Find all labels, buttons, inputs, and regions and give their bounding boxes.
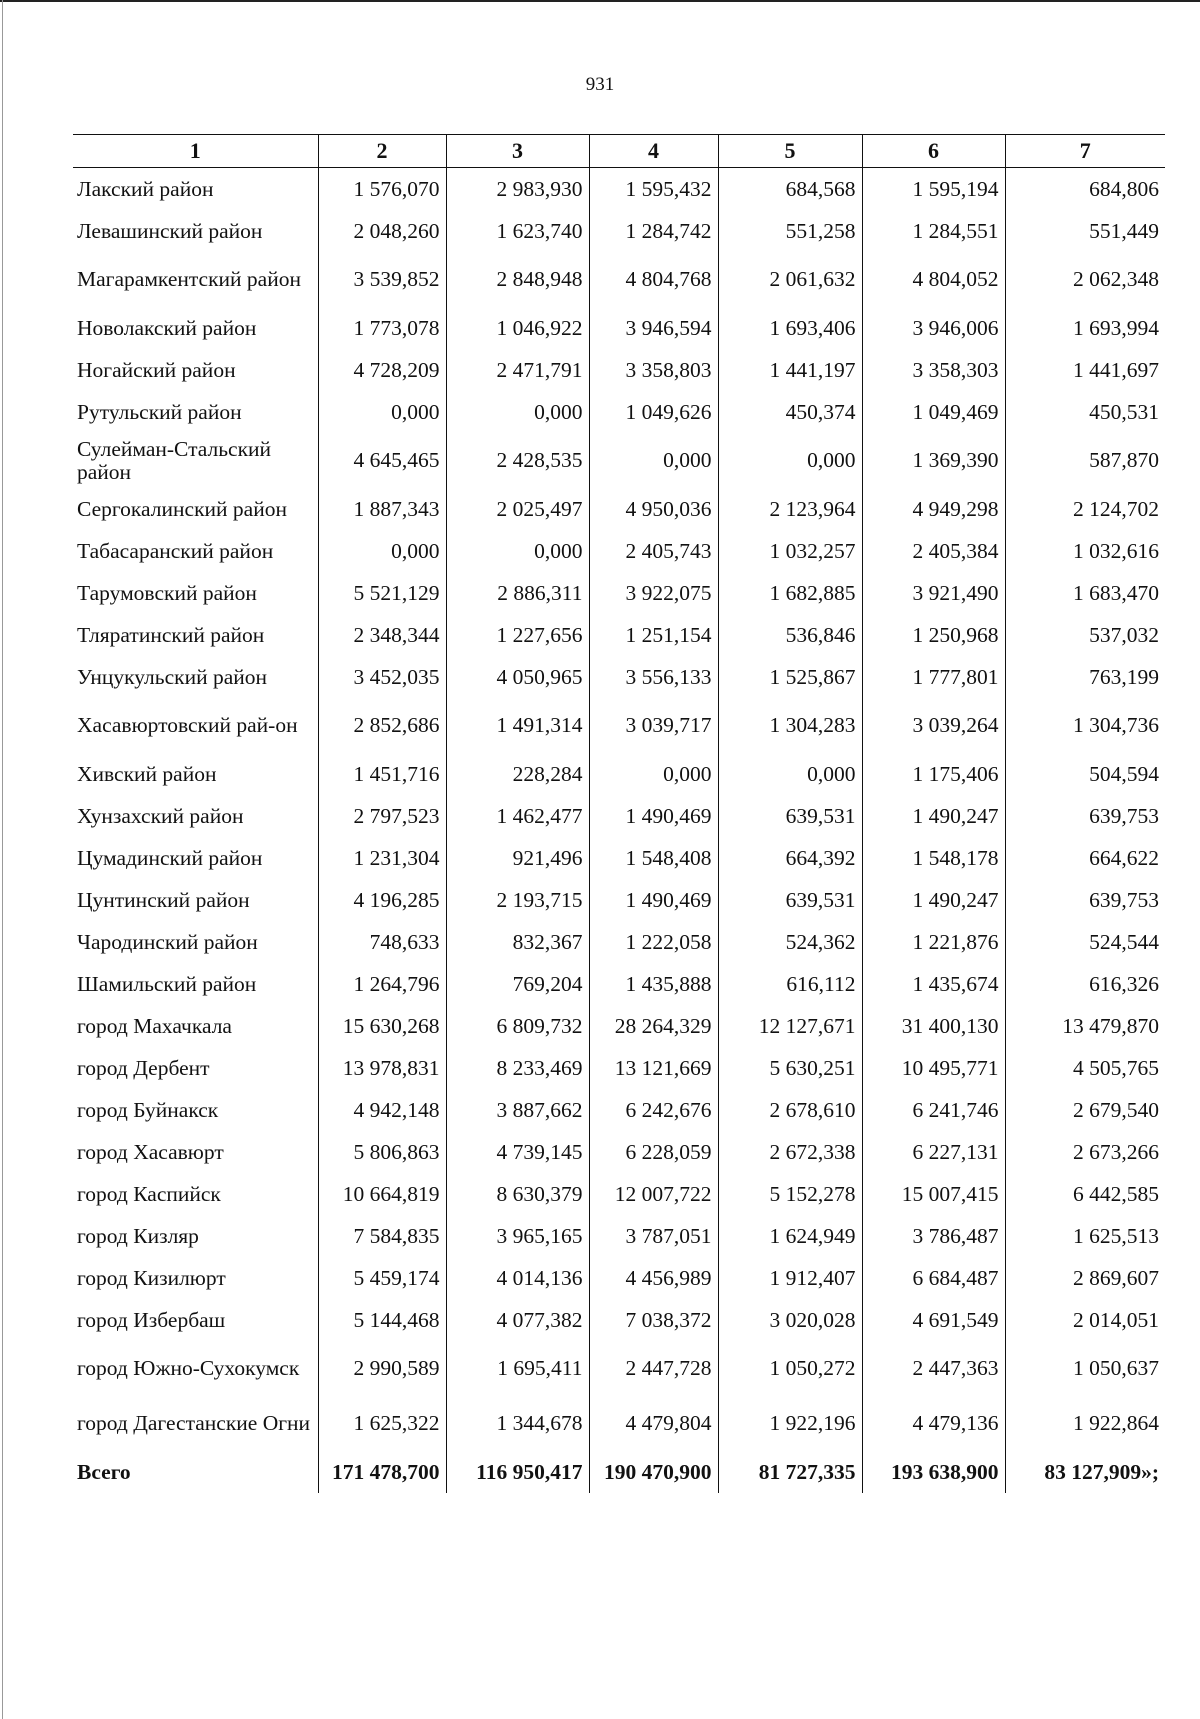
value-cell-col-2: 3 452,035 [318,656,446,698]
table-row [73,488,1165,530]
value-cell-col-3: 2 025,497 [446,488,589,530]
value-cell-col-4: 12 007,722 [589,1173,718,1215]
value-cell-col-2: 5 521,129 [318,572,446,614]
value-cell-col-6: 15 007,415 [862,1173,1005,1215]
value-cell-col-7: 587,870 [1005,433,1165,488]
value-cell-col-5: 664,392 [718,837,862,879]
value-cell-col-4: 4 479,804 [589,1396,718,1451]
value-cell-col-5: 450,374 [718,391,862,433]
scan-left-edge [2,0,3,1719]
value-cell-col-2: 4 728,209 [318,349,446,391]
table-row [73,349,1165,391]
value-cell-col-6: 3 358,303 [862,349,1005,391]
district-name: Цунтинский район [77,887,250,912]
allocation-table [73,134,1165,1493]
value-cell-col-5: 536,846 [718,614,862,656]
value-cell-col-2: 15 630,268 [318,1005,446,1047]
column-header: 4 [589,135,718,168]
value-cell-col-7: 1 625,513 [1005,1215,1165,1257]
value-cell-col-7: 1 693,994 [1005,307,1165,349]
district-name: город Махачкала [77,1013,232,1038]
district-name: Чародинский район [77,929,258,954]
value-cell-col-2: 5 144,468 [318,1299,446,1341]
table-row [73,1173,1165,1215]
column-header: 2 [318,135,446,168]
value-cell-col-2: 1 773,078 [318,307,446,349]
table-row [73,1005,1165,1047]
value-cell-col-7: 639,753 [1005,879,1165,921]
district-name: Магарамкентский район [77,267,301,292]
value-cell-col-5: 684,568 [718,168,862,211]
value-cell-col-7: 2 869,607 [1005,1257,1165,1299]
value-cell-col-5: 2 123,964 [718,488,862,530]
value-cell-col-7: 551,449 [1005,210,1165,252]
district-name: Рутульский район [77,399,242,424]
value-cell-col-2: 2 048,260 [318,210,446,252]
value-cell-col-3: 2 983,930 [446,168,589,211]
value-cell-col-3: 4 739,145 [446,1131,589,1173]
value-cell-col-4: 3 039,717 [589,698,718,753]
value-cell-col-4: 3 358,803 [589,349,718,391]
district-name: Тляратинский район [77,622,265,647]
value-cell-col-4: 3 946,594 [589,307,718,349]
value-cell-col-6: 1 049,469 [862,391,1005,433]
table-row [73,530,1165,572]
value-cell-col-5: 1 304,283 [718,698,862,753]
value-cell-col-3: 1 227,656 [446,614,589,656]
table-row [73,1341,1165,1396]
district-name: Цумадинский район [77,845,263,870]
value-cell-col-6: 3 786,487 [862,1215,1005,1257]
value-cell-col-6: 3 039,264 [862,698,1005,753]
value-cell-col-5: 0,000 [718,753,862,795]
district-name: город Дагестанские Огни [77,1411,311,1436]
value-cell-col-6: 2 405,384 [862,530,1005,572]
table-row [73,1396,1165,1451]
column-header: 7 [1005,135,1165,168]
value-cell-col-7: 684,806 [1005,168,1165,211]
district-name: город Буйнакск [77,1097,219,1122]
district-name: Левашинский район [77,218,263,243]
value-cell-col-5: 616,112 [718,963,862,1005]
table-row [73,1215,1165,1257]
value-cell-col-7: 504,594 [1005,753,1165,795]
value-cell-col-2: 1 625,322 [318,1396,446,1451]
value-cell-col-2: 0,000 [318,530,446,572]
total-row [73,1451,1165,1493]
value-cell-col-4: 2 447,728 [589,1341,718,1396]
value-cell-col-3: 1 046,922 [446,307,589,349]
value-cell-col-5: 3 020,028 [718,1299,862,1341]
value-cell-col-6: 31 400,130 [862,1005,1005,1047]
district-name: Хивский район [77,761,217,786]
value-cell-col-7: 2 679,540 [1005,1089,1165,1131]
district-name: Новолакский район [77,315,257,340]
district-name: Лакский район [77,176,214,201]
value-cell-col-3: 2 428,535 [446,433,589,488]
value-cell-col-5: 1 032,257 [718,530,862,572]
table-row [73,1257,1165,1299]
value-cell-col-4: 3 787,051 [589,1215,718,1257]
value-cell-col-4: 1 435,888 [589,963,718,1005]
table-row [73,837,1165,879]
value-cell-col-4: 13 121,669 [589,1047,718,1089]
value-cell-col-5: 2 672,338 [718,1131,862,1173]
value-cell-col-5: 1 912,407 [718,1257,862,1299]
value-cell-col-2: 7 584,835 [318,1215,446,1257]
table-row [73,572,1165,614]
value-cell-col-4: 28 264,329 [589,1005,718,1047]
value-cell-col-6: 2 447,363 [862,1341,1005,1396]
value-cell-col-7: 664,622 [1005,837,1165,879]
value-cell-col-7: 2 673,266 [1005,1131,1165,1173]
value-cell-col-6: 3 921,490 [862,572,1005,614]
value-cell-col-7: 1 304,736 [1005,698,1165,753]
value-cell-col-3: 4 050,965 [446,656,589,698]
value-cell-col-4: 1 222,058 [589,921,718,963]
value-cell-col-5: 1 441,197 [718,349,862,391]
district-name: Сулейман-Стальский район [77,436,272,484]
table-row [73,614,1165,656]
value-cell-col-2: 2 797,523 [318,795,446,837]
value-cell-col-3: 4 014,136 [446,1257,589,1299]
value-cell-col-6: 1 369,390 [862,433,1005,488]
value-cell-col-4: 190 470,900 [589,1451,718,1493]
value-cell-col-6: 1 548,178 [862,837,1005,879]
value-cell-col-2: 1 576,070 [318,168,446,211]
district-name: Унцукульский район [77,664,268,689]
column-header: 1 [73,135,318,168]
value-cell-col-5: 0,000 [718,433,862,488]
value-cell-col-4: 3 922,075 [589,572,718,614]
table-row [73,795,1165,837]
district-name: город Каспийск [77,1181,221,1206]
value-cell-col-3: 4 077,382 [446,1299,589,1341]
value-cell-col-2: 1 264,796 [318,963,446,1005]
column-header: 5 [718,135,862,168]
value-cell-col-7: 524,544 [1005,921,1165,963]
value-cell-col-6: 1 777,801 [862,656,1005,698]
value-cell-col-5: 1 624,949 [718,1215,862,1257]
value-cell-col-4: 2 405,743 [589,530,718,572]
value-cell-col-2: 1 451,716 [318,753,446,795]
column-header: 6 [862,135,1005,168]
district-name: Шамильский район [77,971,257,996]
value-cell-col-2: 2 348,344 [318,614,446,656]
table-row [73,921,1165,963]
column-header: 3 [446,135,589,168]
table-row [73,1131,1165,1173]
value-cell-col-4: 4 804,768 [589,252,718,307]
value-cell-col-4: 1 490,469 [589,795,718,837]
table-body [73,168,1165,1494]
value-cell-col-6: 4 479,136 [862,1396,1005,1451]
value-cell-col-6: 6 241,746 [862,1089,1005,1131]
value-cell-col-4: 0,000 [589,753,718,795]
value-cell-col-7: 4 505,765 [1005,1047,1165,1089]
table-row [73,753,1165,795]
value-cell-col-3: 2 193,715 [446,879,589,921]
value-cell-col-6: 6 684,487 [862,1257,1005,1299]
table-row [73,698,1165,753]
district-name: город Кизляр [77,1223,199,1248]
table-row [73,656,1165,698]
value-cell-col-4: 4 950,036 [589,488,718,530]
value-cell-col-3: 2 886,311 [446,572,589,614]
value-cell-col-4: 1 490,469 [589,879,718,921]
table-row [73,433,1165,488]
value-cell-col-3: 228,284 [446,753,589,795]
table-row [73,1089,1165,1131]
value-cell-col-4: 6 242,676 [589,1089,718,1131]
value-cell-col-4: 1 049,626 [589,391,718,433]
value-cell-col-3: 1 462,477 [446,795,589,837]
value-cell-col-6: 1 435,674 [862,963,1005,1005]
value-cell-col-3: 6 809,732 [446,1005,589,1047]
value-cell-col-6: 1 221,876 [862,921,1005,963]
value-cell-col-4: 7 038,372 [589,1299,718,1341]
value-cell-col-2: 5 459,174 [318,1257,446,1299]
district-name: Тарумовский район [77,580,257,605]
value-cell-col-3: 1 491,314 [446,698,589,753]
value-cell-col-7: 450,531 [1005,391,1165,433]
value-cell-col-4: 3 556,133 [589,656,718,698]
value-cell-col-5: 5 152,278 [718,1173,862,1215]
value-cell-col-6: 1 175,406 [862,753,1005,795]
value-cell-col-3: 8 233,469 [446,1047,589,1089]
district-name: Хасавюртовский рай-он [77,713,298,738]
value-cell-col-7: 2 062,348 [1005,252,1165,307]
value-cell-col-5: 12 127,671 [718,1005,862,1047]
table-row [73,879,1165,921]
value-cell-col-5: 639,531 [718,795,862,837]
value-cell-col-5: 524,362 [718,921,862,963]
district-name: город Избербаш [77,1307,226,1332]
value-cell-col-5: 1 050,272 [718,1341,862,1396]
value-cell-col-3: 2 848,948 [446,252,589,307]
value-cell-col-5: 1 693,406 [718,307,862,349]
value-cell-col-7: 616,326 [1005,963,1165,1005]
value-cell-col-5: 2 678,610 [718,1089,862,1131]
value-cell-col-3: 1 695,411 [446,1341,589,1396]
value-cell-col-7: 1 683,470 [1005,572,1165,614]
value-cell-col-2: 4 942,148 [318,1089,446,1131]
value-cell-col-5: 5 630,251 [718,1047,862,1089]
value-cell-col-3: 1 344,678 [446,1396,589,1451]
value-cell-col-2: 4 196,285 [318,879,446,921]
value-cell-col-6: 3 946,006 [862,307,1005,349]
value-cell-col-3: 3 887,662 [446,1089,589,1131]
scan-top-edge [0,0,1200,2]
table-row [73,963,1165,1005]
value-cell-col-5: 81 727,335 [718,1451,862,1493]
value-cell-col-4: 4 456,989 [589,1257,718,1299]
value-cell-col-6: 4 804,052 [862,252,1005,307]
value-cell-col-7: 2 014,051 [1005,1299,1165,1341]
value-cell-col-2: 10 664,819 [318,1173,446,1215]
table-row [73,391,1165,433]
value-cell-col-5: 1 525,867 [718,656,862,698]
value-cell-col-5: 551,258 [718,210,862,252]
value-cell-col-7: 639,753 [1005,795,1165,837]
value-cell-col-6: 1 250,968 [862,614,1005,656]
district-name: город Южно-Сухокумск [77,1356,300,1381]
district-name: город Дербент [77,1055,210,1080]
value-cell-col-7: 1 441,697 [1005,349,1165,391]
district-name: город Кизилюрт [77,1265,226,1290]
value-cell-col-2: 1 887,343 [318,488,446,530]
page-number: 931 [585,74,615,95]
value-cell-col-7: 83 127,909»; [1005,1451,1165,1493]
table-header-row [73,135,1165,168]
value-cell-col-6: 1 595,194 [862,168,1005,211]
table-row [73,168,1165,211]
value-cell-col-5: 639,531 [718,879,862,921]
value-cell-col-3: 116 950,417 [446,1451,589,1493]
value-cell-col-7: 1 922,864 [1005,1396,1165,1451]
value-cell-col-2: 2 990,589 [318,1341,446,1396]
value-cell-col-2: 4 645,465 [318,433,446,488]
value-cell-col-2: 13 978,831 [318,1047,446,1089]
value-cell-col-2: 3 539,852 [318,252,446,307]
value-cell-col-7: 1 032,616 [1005,530,1165,572]
value-cell-col-7: 1 050,637 [1005,1341,1165,1396]
district-name: Ногайский район [77,357,236,382]
value-cell-col-4: 1 595,432 [589,168,718,211]
value-cell-col-2: 5 806,863 [318,1131,446,1173]
value-cell-col-4: 0,000 [589,433,718,488]
value-cell-col-7: 13 479,870 [1005,1005,1165,1047]
value-cell-col-6: 1 490,247 [862,795,1005,837]
value-cell-col-6: 10 495,771 [862,1047,1005,1089]
value-cell-col-7: 6 442,585 [1005,1173,1165,1215]
value-cell-col-2: 1 231,304 [318,837,446,879]
value-cell-col-6: 1 284,551 [862,210,1005,252]
value-cell-col-5: 2 061,632 [718,252,862,307]
value-cell-col-2: 2 852,686 [318,698,446,753]
value-cell-col-7: 763,199 [1005,656,1165,698]
table-row [73,1299,1165,1341]
value-cell-col-3: 0,000 [446,530,589,572]
value-cell-col-3: 1 623,740 [446,210,589,252]
value-cell-col-5: 1 682,885 [718,572,862,614]
district-name: Хунзахский район [77,803,244,828]
value-cell-col-6: 1 490,247 [862,879,1005,921]
value-cell-col-3: 832,367 [446,921,589,963]
value-cell-col-3: 769,204 [446,963,589,1005]
value-cell-col-3: 8 630,379 [446,1173,589,1215]
value-cell-col-3: 0,000 [446,391,589,433]
table-row [73,210,1165,252]
value-cell-col-4: 1 548,408 [589,837,718,879]
value-cell-col-6: 6 227,131 [862,1131,1005,1173]
value-cell-col-3: 2 471,791 [446,349,589,391]
district-name: город Хасавюрт [77,1139,224,1164]
value-cell-col-7: 537,032 [1005,614,1165,656]
district-name: Сергокалинский район [77,496,287,521]
table-row [73,307,1165,349]
district-name: Всего [77,1459,131,1484]
value-cell-col-4: 1 284,742 [589,210,718,252]
value-cell-col-6: 193 638,900 [862,1451,1005,1493]
value-cell-col-5: 1 922,196 [718,1396,862,1451]
value-cell-col-2: 171 478,700 [318,1451,446,1493]
value-cell-col-7: 2 124,702 [1005,488,1165,530]
table-row [73,252,1165,307]
value-cell-col-3: 3 965,165 [446,1215,589,1257]
value-cell-col-3: 921,496 [446,837,589,879]
district-name: Табасаранский район [77,538,274,563]
value-cell-col-6: 4 949,298 [862,488,1005,530]
value-cell-col-2: 0,000 [318,391,446,433]
value-cell-col-4: 1 251,154 [589,614,718,656]
table-row [73,1047,1165,1089]
value-cell-col-2: 748,633 [318,921,446,963]
value-cell-col-6: 4 691,549 [862,1299,1005,1341]
value-cell-col-4: 6 228,059 [589,1131,718,1173]
